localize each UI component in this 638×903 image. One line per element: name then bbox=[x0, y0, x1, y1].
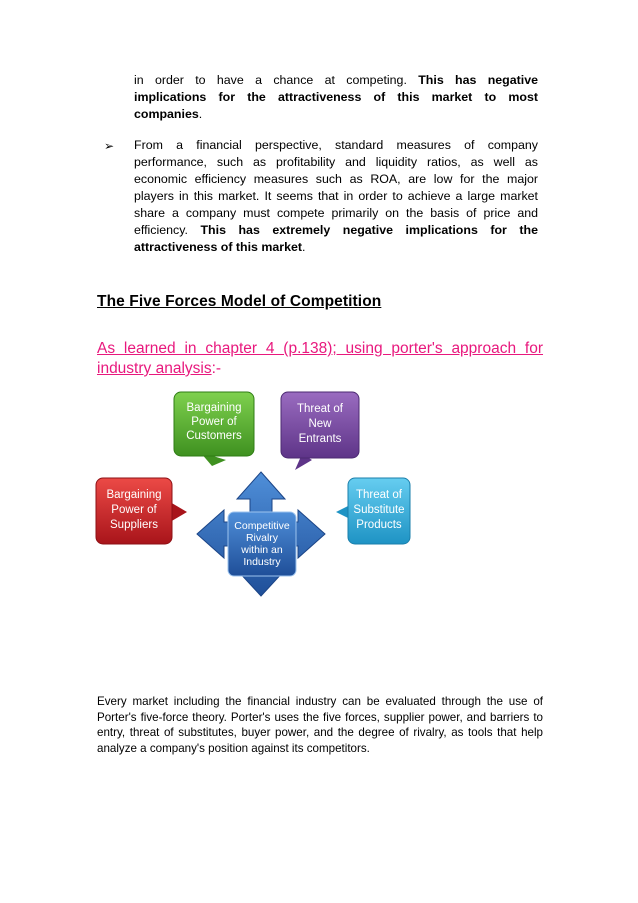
entrants-label-line-2: New bbox=[308, 418, 332, 430]
para-top-line-1 bbox=[134, 72, 538, 89]
suppliers-label-line-2: Power of bbox=[111, 504, 157, 516]
para-top-line-3 bbox=[134, 106, 538, 123]
bottom-line-2: Porter's five-force theory. Porter's uses the five forces, supplier power, and barriers to bbox=[97, 710, 543, 724]
intro-text bbox=[97, 339, 543, 379]
center-label-line-3: within an bbox=[241, 544, 283, 556]
bottom-line-1: Every market including the financial industry can be evaluated through the use of bbox=[97, 695, 543, 708]
section-heading: The Five Forces Model of Competition bbox=[97, 293, 382, 310]
para-top-line-2-bold: implications for the attractiveness of this market to most bbox=[134, 90, 538, 104]
finance-line-2: performance, such as profitability and liquidity ratios, as well as bbox=[134, 155, 538, 169]
intro-line-2-end: :- bbox=[211, 360, 222, 377]
bottom-line-3: entry, threat of substitutes, buyer power, and the degree of rivalry, as tools that help bbox=[97, 726, 543, 739]
arrow-bullet-icon: ➢ bbox=[104, 139, 115, 153]
paragraph-financial-perspective bbox=[134, 137, 538, 256]
paragraph-competing bbox=[134, 72, 538, 123]
center-label-line-1: Competitive bbox=[234, 520, 290, 532]
substitutes-label-line-1: Threat of bbox=[355, 489, 403, 501]
finance-line-4: players in this market. It seems that in order to achieve a large market bbox=[134, 189, 538, 203]
para-top-line-1-bold: This has negative bbox=[418, 73, 538, 87]
entrants-label-line-3: Entrants bbox=[298, 433, 342, 445]
finance-line-6-bold: This has extremely negative implications for the bbox=[200, 223, 538, 237]
finance-line-7-bold: attractiveness of this market bbox=[134, 240, 303, 254]
finance-line-6 bbox=[134, 222, 538, 239]
finance-line-7 bbox=[134, 239, 538, 256]
center-label-line-4: Industry bbox=[243, 556, 281, 568]
entrants-label-line-1: Threat of bbox=[296, 403, 344, 415]
center-label-line-2: Rivalry bbox=[245, 532, 279, 544]
bottom-line-4: analyze a company's position against its competitors. bbox=[97, 741, 370, 755]
finance-line-5: share a company must compete primarily on the basis of price and bbox=[134, 206, 538, 220]
substitutes-label-line-3: Products bbox=[356, 519, 402, 531]
suppliers-label-line-1: Bargaining bbox=[106, 489, 162, 501]
finance-line-3: economic efficiency measures such as ROA, are low for the major bbox=[134, 172, 538, 186]
intro-line-1: As learned in chapter 4 (p.138); using porter's approach for bbox=[97, 340, 543, 357]
para-top-line-1-text: in order to have a chance at competing. bbox=[134, 73, 407, 87]
finance-line-7-end: . bbox=[302, 240, 306, 254]
para-top-line-3-end: . bbox=[198, 107, 203, 121]
substitutes-label-line-2: Substitute bbox=[353, 504, 405, 516]
suppliers-pointer-icon bbox=[170, 502, 187, 522]
finance-line-1: From a financial perspective, standard measures of company bbox=[134, 138, 538, 152]
paragraph-five-force-theory bbox=[97, 694, 543, 756]
finance-line-6-text: efficiency. bbox=[134, 223, 188, 237]
five-forces-diagram bbox=[90, 384, 412, 634]
customers-label-line-1: Bargaining bbox=[186, 402, 242, 414]
suppliers-label-line-3: Suppliers bbox=[110, 519, 158, 531]
customers-label-line-3: Customers bbox=[186, 430, 242, 442]
intro-line-2 bbox=[97, 359, 543, 379]
para-top-line-3-bold: companies bbox=[134, 107, 199, 121]
customers-label-line-2: Power of bbox=[191, 416, 237, 428]
intro-line-2-underlined: industry analysis bbox=[97, 360, 212, 377]
